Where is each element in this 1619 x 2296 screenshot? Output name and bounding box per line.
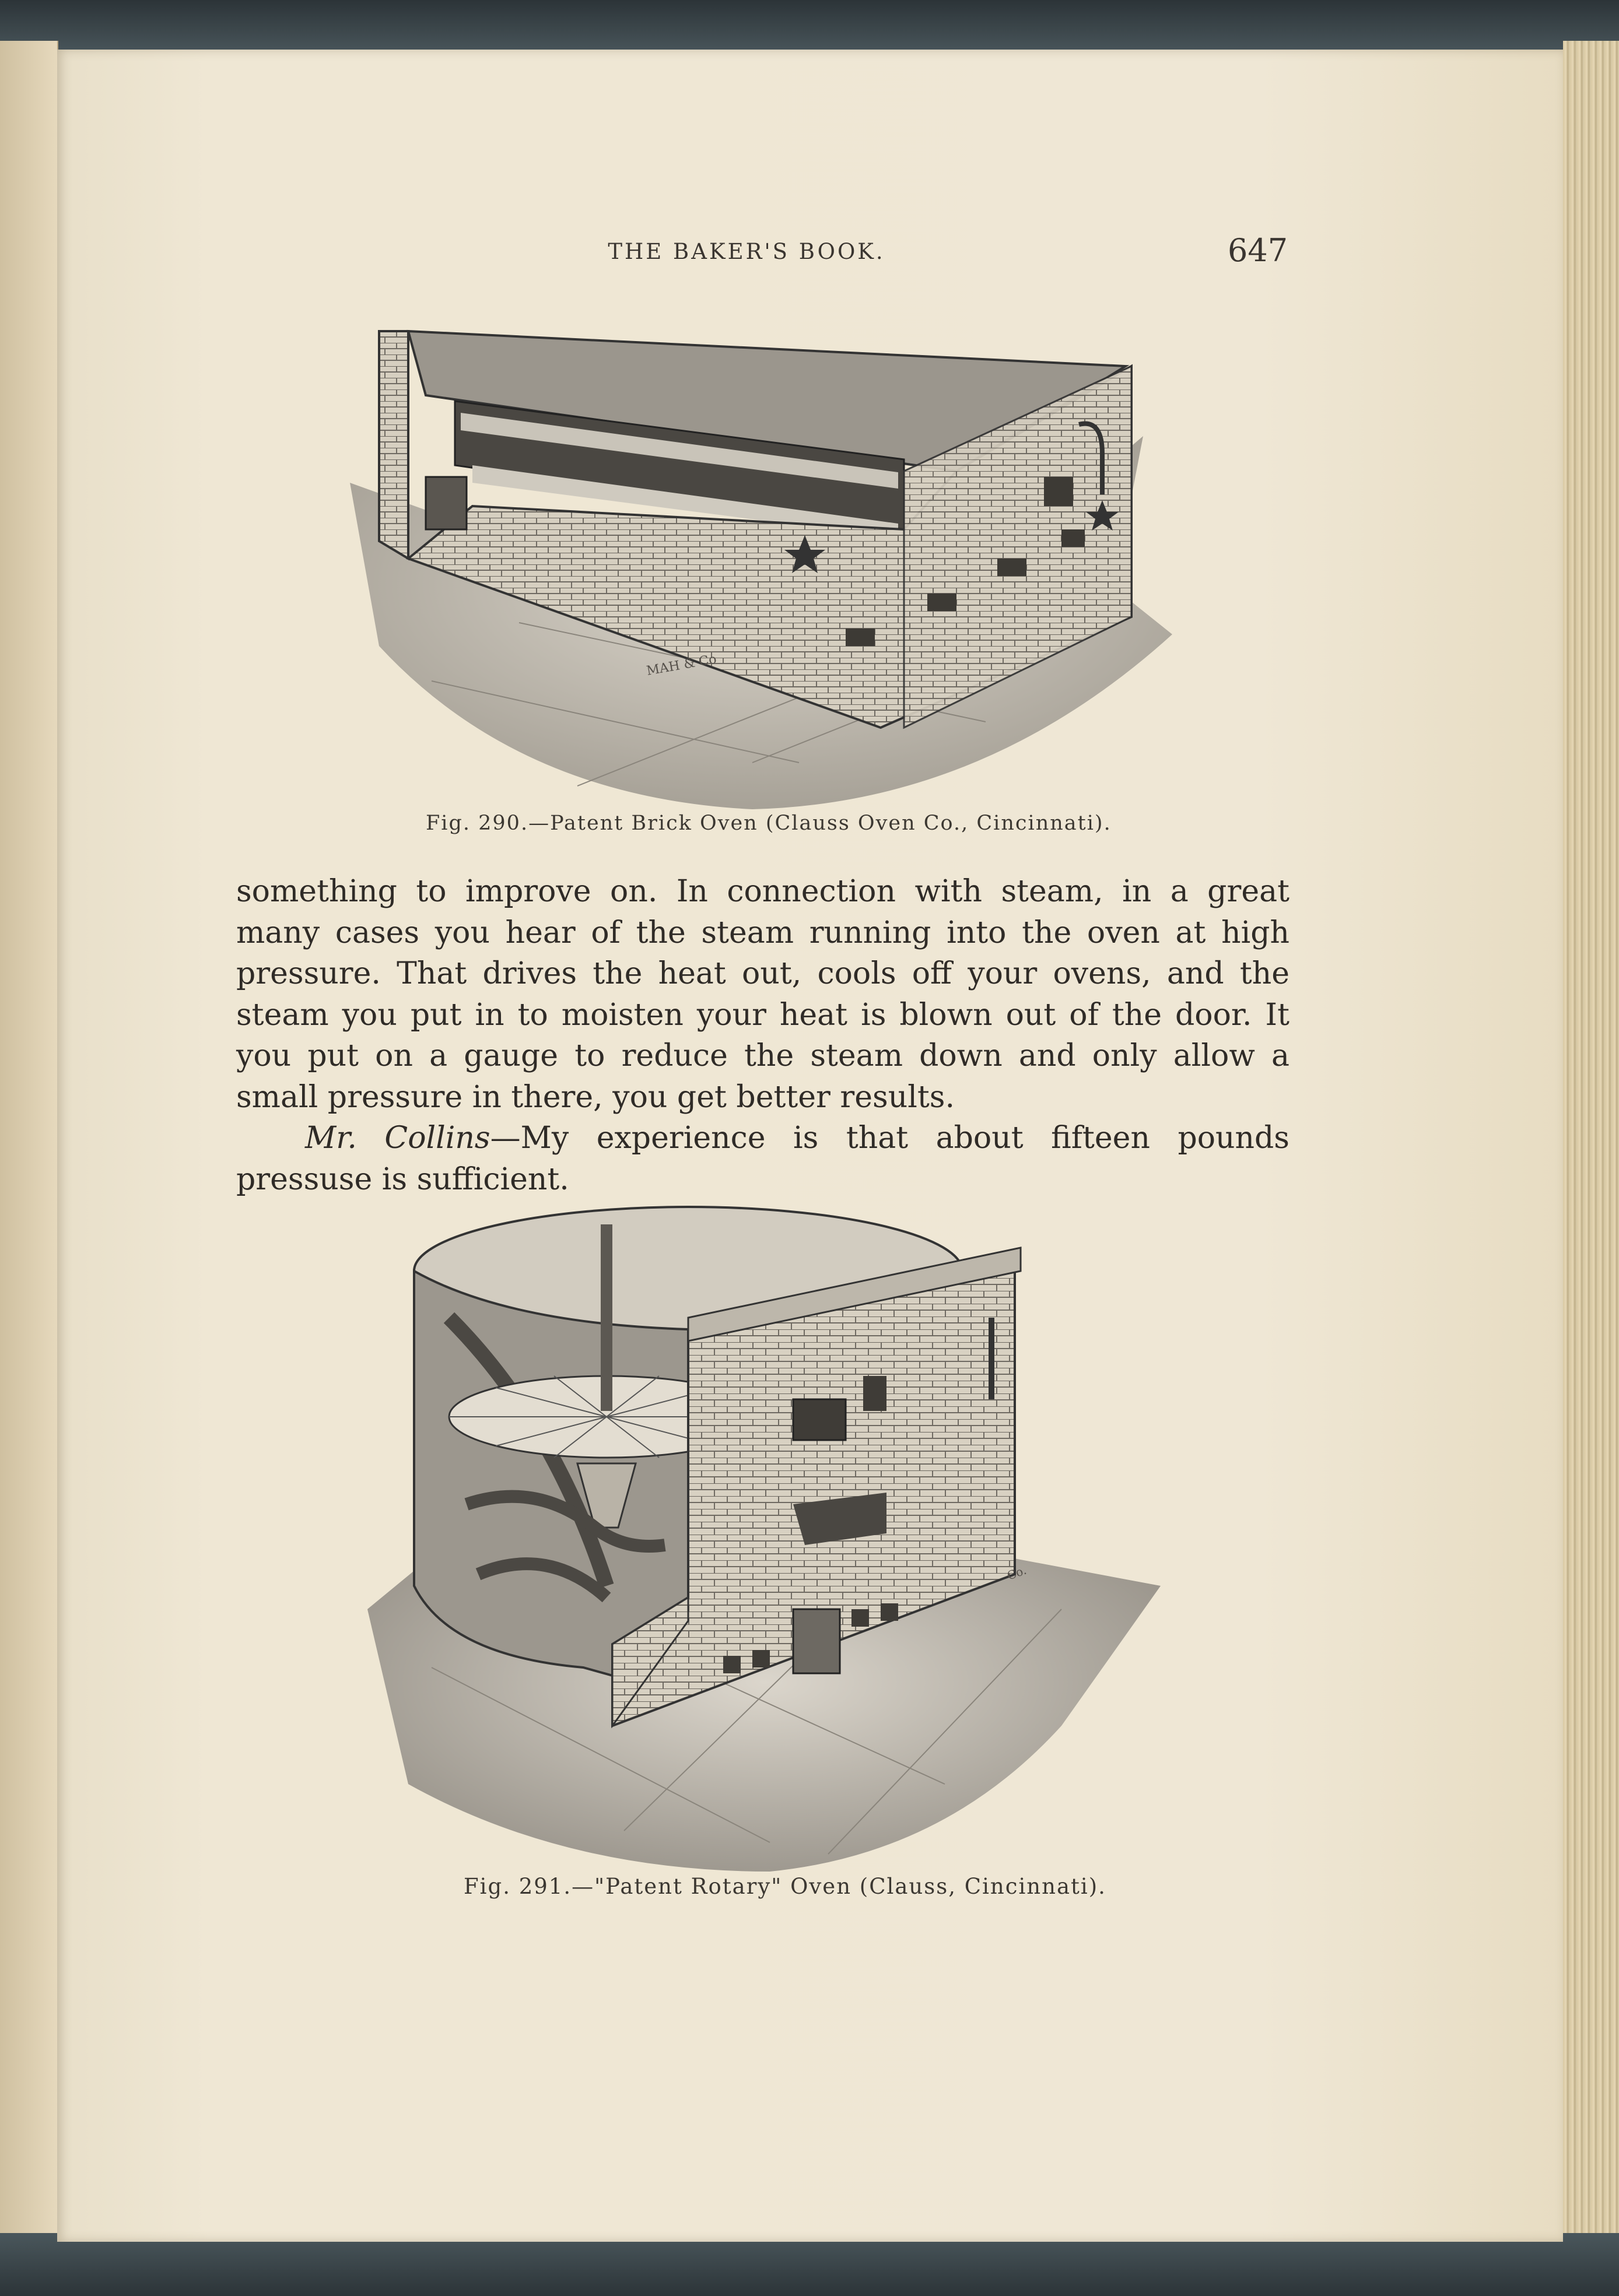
page-number: 647 xyxy=(1228,232,1288,269)
figure-291-caption: Fig. 291.—"Patent Rotary" Oven (Clauss, Cincinnati). xyxy=(464,1874,1106,1899)
paragraph: something to improve on. In connection with steam, in a great many cases you hear of the steam running into the oven at high pressure. That drives the heat out, cools off your ovens, and the steam you put in to moisten your heat is blown out of the door. It you put on a gauge to reduce the steam down and only allow a small pressure in there, you get better results. xyxy=(236,874,1289,1115)
figure-290-caption: Fig. 290.—Patent Brick Oven (Clauss Oven Co., Cincinnati). xyxy=(426,812,1112,835)
speaker-name: Mr. Collins xyxy=(305,1121,490,1156)
paragraph xyxy=(236,1118,1289,1200)
speaker-text: —My experience is that about fifteen pounds pressuse is sufficient. xyxy=(236,1121,1289,1197)
oven-left-wall xyxy=(379,331,408,559)
book-cover-bottom xyxy=(0,2233,1619,2296)
figure-brick-oven xyxy=(344,320,1178,809)
body-text xyxy=(236,871,1289,1200)
running-title: THE BAKER'S BOOK. xyxy=(608,239,885,264)
rotary-shaft xyxy=(601,1224,612,1411)
book-cover-top xyxy=(0,0,1619,55)
svg-text:Co.: Co. xyxy=(1005,1563,1029,1583)
left-page-edge xyxy=(0,41,58,2251)
page-edges xyxy=(1563,41,1619,2245)
svg-text:MAH & Co: MAH & Co xyxy=(645,652,718,679)
figure-rotary-oven xyxy=(362,1201,1166,1877)
